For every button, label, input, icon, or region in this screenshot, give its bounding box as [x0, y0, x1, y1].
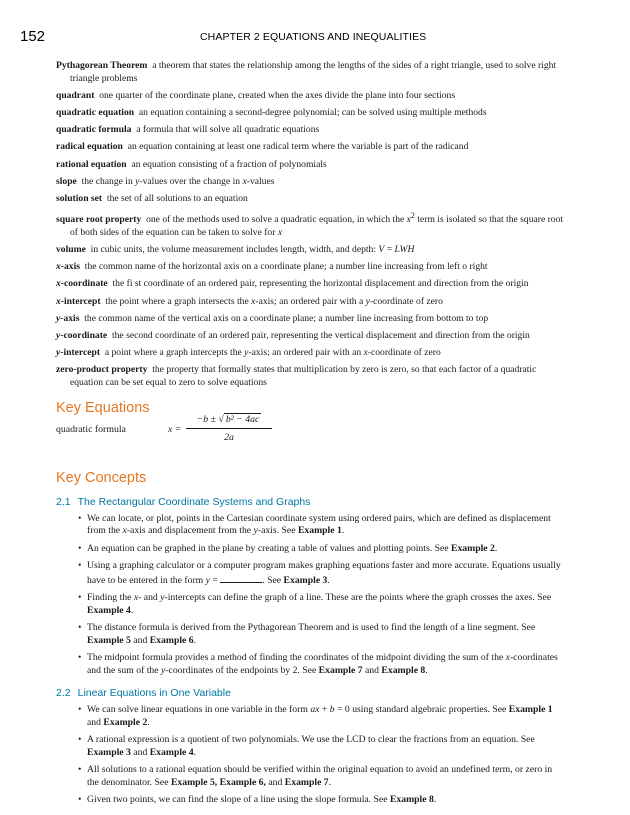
- glossary-entry: [56, 90, 564, 103]
- denominator: 2a: [224, 431, 234, 443]
- equation-lhs: x =: [168, 423, 182, 435]
- bullet-item: • An equation can be graphed in the plane by creating a table of values and plotting points. See Example 2.: [78, 543, 564, 556]
- glossary-definition: an equation consisting of a fraction of polynomials: [131, 158, 327, 170]
- glossary: [56, 60, 564, 390]
- glossary-entry: [56, 347, 564, 360]
- glossary-entry: [56, 193, 564, 206]
- key-equations-heading: Key Equations: [56, 399, 150, 416]
- glossary-definition: an equation containing a second-degree polynomial; can be solved using multiple methods: [138, 106, 487, 118]
- glossary-definition: one of the methods used to solve a quadratic equation, in which the $x^2$ term is isolated so that the square root of both sides of the equation can be taken to solve for x: [70, 211, 564, 238]
- chapter-title: CHAPTER 2 EQUATIONS AND INEQUALITIES: [200, 31, 427, 43]
- equation-label: quadratic formula: [56, 423, 126, 435]
- radical-sign: √: [218, 413, 224, 425]
- glossary-entry: [56, 261, 564, 274]
- glossary-term: slope: [56, 175, 77, 187]
- glossary-definition: the property that formally states that multiplication by zero is zero, so that each factor of a quadratic equation can be set equal to zero to solve equations: [70, 364, 537, 388]
- fraction: [186, 414, 272, 443]
- glossary-term: rational equation: [56, 158, 127, 170]
- concept-section-heading: [56, 496, 564, 508]
- section-title: Linear Equations in One Variable: [77, 687, 231, 700]
- quadratic-formula: [168, 414, 272, 454]
- glossary-term: y-axis: [56, 312, 80, 324]
- glossary-entry: [56, 313, 564, 326]
- glossary-term: y-intercept: [56, 347, 101, 359]
- bullet-item: • Finding the x- and y-intercepts can define the graph of a line. These are the points where the graph crosses the axes. See Example 4.: [78, 592, 564, 617]
- glossary-term: radical equation: [56, 141, 123, 153]
- page-header: [0, 0, 630, 45]
- glossary-term: quadratic formula: [56, 124, 132, 136]
- bullet-item: • All solutions to a rational equation should be verified within the original equation to avoid an undefined term, or zero in the denominator. See Example 5, Example 6, and Example 7.: [78, 764, 564, 789]
- numerator: [186, 414, 272, 429]
- glossary-definition: one quarter of the coordinate plane, created when the axes divide the plane into four sections: [99, 89, 456, 101]
- glossary-definition: a point where a graph intercepts the y-axis; an ordered pair with an x-coordinate of zero: [104, 347, 441, 359]
- glossary-definition: the set of all solutions to an equation: [106, 192, 248, 204]
- glossary-definition: the point where a graph intersects the x-axis; an ordered pair with a y-coordinate of zero: [105, 295, 443, 307]
- glossary-entry: [56, 330, 564, 343]
- glossary-entry: [56, 176, 564, 189]
- glossary-entry: [56, 364, 564, 389]
- glossary-entry: [56, 244, 564, 257]
- glossary-term: square root property: [56, 214, 142, 226]
- glossary-term: volume: [56, 244, 86, 256]
- key-concepts: [56, 496, 564, 807]
- glossary-term: quadrant: [56, 89, 95, 101]
- glossary-term: solution set: [56, 192, 103, 204]
- bullet-item: • The midpoint formula provides a method of finding the coordinates of the midpoint dividing the sum of the x-coordinates and the sum of the y-coordinates of the endpoints by 2. See Example 7 and Example 8.: [78, 652, 564, 677]
- bullet-list: [56, 704, 564, 807]
- glossary-entry: [56, 210, 564, 239]
- glossary-definition: an equation containing at least one radical term where the variable is part of the radicand: [127, 141, 469, 153]
- bullet-item: • We can locate, or plot, points in the Cartesian coordinate system using ordered pairs, which are defined as displacement from the x-axis and displacement from the y-axis. See Example 1.: [78, 513, 564, 538]
- glossary-definition: the common name of the vertical axis on a coordinate plane; a number line increasing from bottom to top: [84, 312, 489, 324]
- glossary-term: zero-product property: [56, 364, 148, 376]
- key-equation-row: [56, 413, 564, 458]
- glossary-entry: [56, 296, 564, 309]
- glossary-term: Pythagorean Theorem: [56, 60, 148, 71]
- glossary-definition: in cubic units, the volume measurement includes length, width, and depth: V = LWH: [90, 244, 415, 256]
- glossary-entry: [56, 124, 564, 137]
- glossary-definition: the fi st coordinate of an ordered pair, representing the horizontal displacement and direction from the origin: [112, 278, 529, 290]
- glossary-entry: [56, 141, 564, 154]
- glossary-entry: [56, 60, 564, 85]
- bullet-item: • We can solve linear equations in one variable in the form ax + b = 0 using standard algebraic properties. See Example 1 and Example 2.: [78, 704, 564, 729]
- bullet-item: • A rational expression is a quotient of two polynomials. We use the LCD to clear the fractions from an equation. See Example 3 and Example 4.: [78, 734, 564, 759]
- glossary-entry: [56, 159, 564, 172]
- glossary-entry: [56, 278, 564, 291]
- bullet-item: • Given two points, we can find the slope of a line using the slope formula. See Example 8.: [78, 794, 564, 807]
- glossary-entry: [56, 107, 564, 120]
- glossary-definition: the second coordinate of an ordered pair, representing the vertical displacement and direction from the origin: [111, 330, 530, 341]
- glossary-term: x-coordinate: [56, 278, 108, 290]
- radicand: b² − 4ac: [225, 413, 260, 425]
- glossary-definition: the common name of the horizontal axis on a coordinate plane; a number line increasing from left o right: [84, 261, 488, 273]
- glossary-definition: a theorem that states the relationship among the lengths of the sides of a right triangle, used to solve right triangle problems: [70, 60, 557, 84]
- glossary-term: x-intercept: [56, 295, 101, 307]
- page-number: 152: [20, 28, 46, 45]
- glossary-definition: a formula that will solve all quadratic equations: [136, 124, 320, 136]
- page-content: [56, 60, 564, 812]
- section-title: The Rectangular Coordinate Systems and Graphs: [77, 495, 311, 508]
- section-number: 2.2: [56, 687, 71, 700]
- section-number: 2.1: [56, 495, 71, 508]
- bullet-item: • Using a graphing calculator or a computer program makes graphing equations faster and more accurate. Equations usually have to be entered in the form y = . See Example 3.: [78, 560, 564, 587]
- key-concepts-heading: Key Concepts: [56, 469, 147, 486]
- bullet-item: • The distance formula is derived from the Pythagorean Theorem and is used to find the length of a line segment. See Example 5 and Example 6.: [78, 622, 564, 647]
- glossary-term: y-coordinate: [56, 330, 108, 341]
- bullet-list: [56, 513, 564, 678]
- concept-section-heading: [56, 687, 564, 699]
- glossary-definition: the change in y-values over the change in x-values: [81, 175, 275, 187]
- glossary-term: x-axis: [56, 261, 80, 273]
- numerator-pre: −b ±: [196, 413, 219, 425]
- glossary-term: quadratic equation: [56, 106, 135, 118]
